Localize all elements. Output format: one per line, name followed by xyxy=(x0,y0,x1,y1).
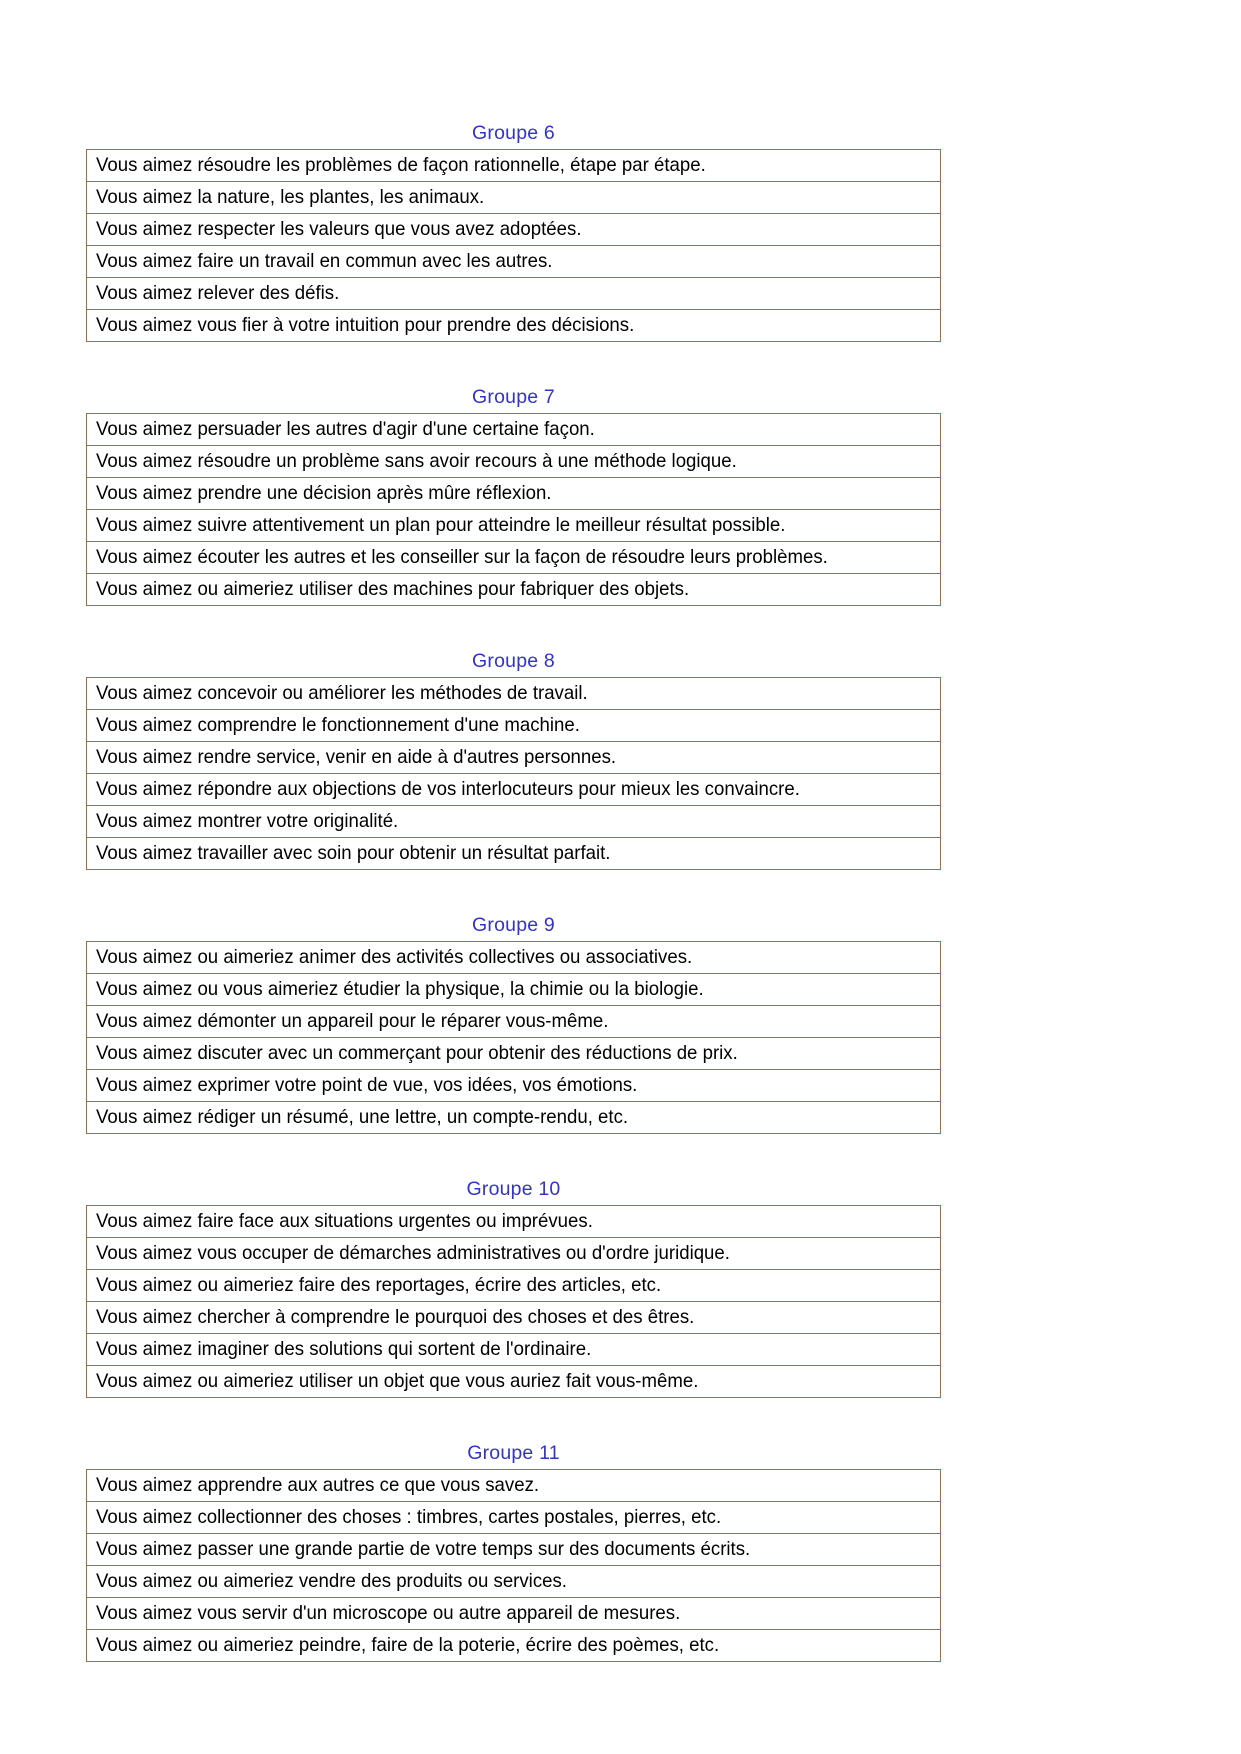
item-cell[interactable] xyxy=(87,806,941,838)
item-cell[interactable] xyxy=(87,542,941,574)
group-title-text: Groupe 11 xyxy=(467,1442,560,1464)
table-row[interactable] xyxy=(87,310,941,342)
table-row[interactable] xyxy=(87,1238,941,1270)
item-cell[interactable] xyxy=(87,1270,941,1302)
table-row[interactable] xyxy=(87,414,941,446)
group-title-text: Groupe 9 xyxy=(472,914,555,936)
group-title-7 xyxy=(86,384,941,410)
item-text: Vous aimez vous occuper de démarches administratives ou d'ordre juridique. xyxy=(96,1242,730,1264)
item-text: Vous aimez collectionner des choses : timbres, cartes postales, pierres, etc. xyxy=(96,1506,722,1528)
group-section-9 xyxy=(86,912,941,1134)
item-text: Vous aimez ou aimeriez faire des reportages, écrire des articles, etc. xyxy=(96,1274,662,1296)
table-row[interactable] xyxy=(87,1630,941,1662)
item-cell[interactable] xyxy=(87,1334,941,1366)
table-row[interactable] xyxy=(87,838,941,870)
item-text: Vous aimez rédiger un résumé, une lettre, un compte-rendu, etc. xyxy=(96,1106,629,1128)
item-text: Vous aimez ou aimeriez vendre des produits ou services. xyxy=(96,1570,567,1592)
table-row[interactable] xyxy=(87,1038,941,1070)
item-text: Vous aimez prendre une décision après mûre réflexion. xyxy=(96,482,552,504)
item-cell[interactable] xyxy=(87,278,941,310)
item-text: Vous aimez démonter un appareil pour le réparer vous-même. xyxy=(96,1010,609,1032)
item-cell[interactable] xyxy=(87,1470,941,1502)
item-text: Vous aimez imaginer des solutions qui sortent de l'ordinaire. xyxy=(96,1338,592,1360)
table-row[interactable] xyxy=(87,278,941,310)
item-text: Vous aimez travailler avec soin pour obtenir un résultat parfait. xyxy=(96,842,611,864)
item-cell[interactable] xyxy=(87,1630,941,1662)
item-cell[interactable] xyxy=(87,838,941,870)
item-text: Vous aimez vous fier à votre intuition pour prendre des décisions. xyxy=(96,314,635,336)
table-row[interactable] xyxy=(87,1270,941,1302)
table-row[interactable] xyxy=(87,1070,941,1102)
group-title-text: Groupe 7 xyxy=(472,386,555,408)
table-row[interactable] xyxy=(87,1502,941,1534)
item-cell[interactable] xyxy=(87,942,941,974)
group-title-11 xyxy=(86,1440,941,1466)
table-row[interactable] xyxy=(87,150,941,182)
table-row[interactable] xyxy=(87,1334,941,1366)
group-section-8 xyxy=(86,648,941,870)
group-title-text: Groupe 8 xyxy=(472,650,555,672)
item-cell[interactable] xyxy=(87,1366,941,1398)
table-row[interactable] xyxy=(87,806,941,838)
table-row[interactable] xyxy=(87,1366,941,1398)
item-text: Vous aimez exprimer votre point de vue, vos idées, vos émotions. xyxy=(96,1074,638,1096)
table-row[interactable] xyxy=(87,574,941,606)
table-row[interactable] xyxy=(87,1302,941,1334)
item-cell[interactable] xyxy=(87,446,941,478)
item-cell[interactable] xyxy=(87,478,941,510)
table-row[interactable] xyxy=(87,478,941,510)
item-cell[interactable] xyxy=(87,1566,941,1598)
group-table-10 xyxy=(86,1205,941,1398)
table-row[interactable] xyxy=(87,1470,941,1502)
table-row[interactable] xyxy=(87,974,941,1006)
item-text: Vous aimez faire face aux situations urgentes ou imprévues. xyxy=(96,1210,593,1232)
group-section-7 xyxy=(86,384,941,606)
item-text: Vous aimez la nature, les plantes, les animaux. xyxy=(96,186,485,208)
table-row[interactable] xyxy=(87,542,941,574)
item-cell[interactable] xyxy=(87,1070,941,1102)
item-text: Vous aimez apprendre aux autres ce que vous savez. xyxy=(96,1474,540,1496)
table-row[interactable] xyxy=(87,214,941,246)
item-text: Vous aimez résoudre les problèmes de façon rationnelle, étape par étape. xyxy=(96,154,706,176)
item-text: Vous aimez passer une grande partie de votre temps sur des documents écrits. xyxy=(96,1538,751,1560)
group-title-9 xyxy=(86,912,941,938)
group-section-11 xyxy=(86,1440,941,1662)
item-cell[interactable] xyxy=(87,414,941,446)
table-row[interactable] xyxy=(87,742,941,774)
item-cell[interactable] xyxy=(87,1502,941,1534)
item-cell[interactable] xyxy=(87,310,941,342)
item-cell[interactable] xyxy=(87,574,941,606)
item-cell[interactable] xyxy=(87,742,941,774)
item-cell[interactable] xyxy=(87,1102,941,1134)
item-cell[interactable] xyxy=(87,974,941,1006)
item-text: Vous aimez discuter avec un commerçant pour obtenir des réductions de prix. xyxy=(96,1042,738,1064)
item-text: Vous aimez comprendre le fonctionnement d'une machine. xyxy=(96,714,580,736)
table-row[interactable] xyxy=(87,246,941,278)
item-cell[interactable] xyxy=(87,1302,941,1334)
item-text: Vous aimez ou aimeriez utiliser des machines pour fabriquer des objets. xyxy=(96,578,690,600)
table-row[interactable] xyxy=(87,1102,941,1134)
item-text: Vous aimez faire un travail en commun avec les autres. xyxy=(96,250,553,272)
item-cell[interactable] xyxy=(87,510,941,542)
questionnaire-sheet xyxy=(86,120,941,1662)
table-row[interactable] xyxy=(87,942,941,974)
item-cell[interactable] xyxy=(87,150,941,182)
item-cell[interactable] xyxy=(87,182,941,214)
item-cell[interactable] xyxy=(87,1006,941,1038)
item-text: Vous aimez ou aimeriez peindre, faire de la poterie, écrire des poèmes, etc. xyxy=(96,1634,720,1656)
item-cell[interactable] xyxy=(87,1598,941,1630)
table-row[interactable] xyxy=(87,1006,941,1038)
item-text: Vous aimez respecter les valeurs que vous avez adoptées. xyxy=(96,218,582,240)
group-table-7 xyxy=(86,413,941,606)
table-row[interactable] xyxy=(87,182,941,214)
table-row[interactable] xyxy=(87,1534,941,1566)
item-cell[interactable] xyxy=(87,1238,941,1270)
group-section-6 xyxy=(86,120,941,342)
table-row[interactable] xyxy=(87,446,941,478)
group-table-9 xyxy=(86,941,941,1134)
table-row[interactable] xyxy=(87,1566,941,1598)
table-row[interactable] xyxy=(87,510,941,542)
group-title-6 xyxy=(86,120,941,146)
item-text: Vous aimez ou aimeriez utiliser un objet que vous auriez fait vous-même. xyxy=(96,1370,699,1392)
item-text: Vous aimez rendre service, venir en aide à d'autres personnes. xyxy=(96,746,617,768)
item-text: Vous aimez montrer votre originalité. xyxy=(96,810,399,832)
item-text: Vous aimez suivre attentivement un plan pour atteindre le meilleur résultat possible. xyxy=(96,514,786,536)
item-cell[interactable] xyxy=(87,214,941,246)
group-table-11 xyxy=(86,1469,941,1662)
item-cell[interactable] xyxy=(87,678,941,710)
item-cell[interactable] xyxy=(87,246,941,278)
item-text: Vous aimez chercher à comprendre le pourquoi des choses et des êtres. xyxy=(96,1306,695,1328)
item-text: Vous aimez vous servir d'un microscope ou autre appareil de mesures. xyxy=(96,1602,681,1624)
item-cell[interactable] xyxy=(87,1534,941,1566)
table-row[interactable] xyxy=(87,1598,941,1630)
item-text: Vous aimez répondre aux objections de vos interlocuteurs pour mieux les convaincre. xyxy=(96,778,800,800)
item-text: Vous aimez ou aimeriez animer des activités collectives ou associatives. xyxy=(96,946,693,968)
table-row[interactable] xyxy=(87,678,941,710)
table-row[interactable] xyxy=(87,774,941,806)
table-row[interactable] xyxy=(87,1206,941,1238)
group-title-10 xyxy=(86,1176,941,1202)
item-cell[interactable] xyxy=(87,1206,941,1238)
group-title-8 xyxy=(86,648,941,674)
item-text: Vous aimez relever des défis. xyxy=(96,282,340,304)
table-row[interactable] xyxy=(87,710,941,742)
item-cell[interactable] xyxy=(87,1038,941,1070)
group-title-text: Groupe 10 xyxy=(466,1178,561,1200)
group-section-10 xyxy=(86,1176,941,1398)
item-text: Vous aimez persuader les autres d'agir d'une certaine façon. xyxy=(96,418,595,440)
item-text: Vous aimez résoudre un problème sans avoir recours à une méthode logique. xyxy=(96,450,737,472)
item-cell[interactable] xyxy=(87,774,941,806)
item-text: Vous aimez concevoir ou améliorer les méthodes de travail. xyxy=(96,682,588,704)
item-text: Vous aimez écouter les autres et les conseiller sur la façon de résoudre leurs problèmes. xyxy=(96,546,828,568)
group-title-text: Groupe 6 xyxy=(472,122,555,144)
group-table-8 xyxy=(86,677,941,870)
item-cell[interactable] xyxy=(87,710,941,742)
item-text: Vous aimez ou vous aimeriez étudier la physique, la chimie ou la biologie. xyxy=(96,978,704,1000)
group-table-6 xyxy=(86,149,941,342)
